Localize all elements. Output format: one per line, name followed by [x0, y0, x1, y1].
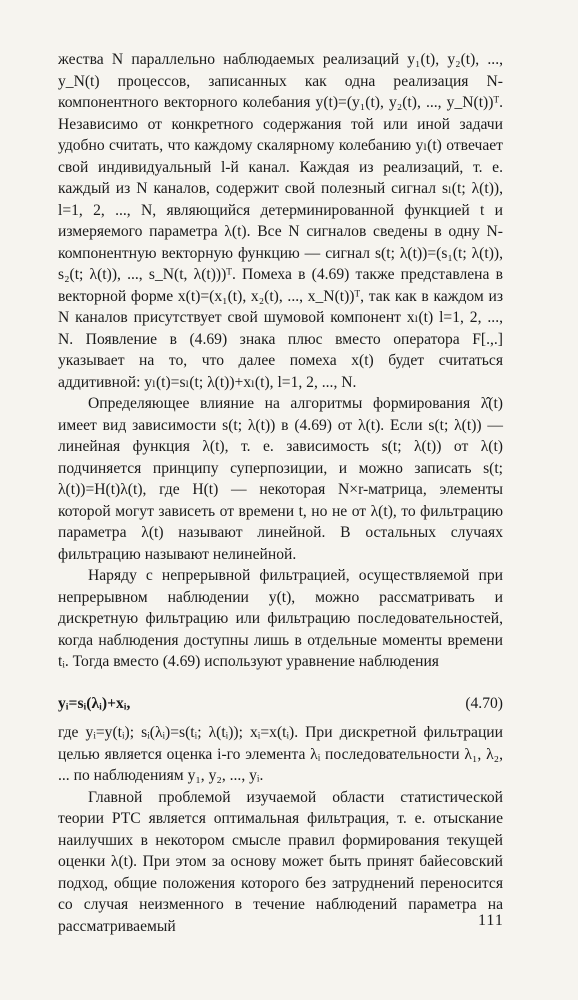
paragraph-3: Наряду с непрерывной фильтрацией, осуществляемой при непрерывном наблюдении y(t), можно рассматривать и дискретную фильтрацию или фильтрацию последовательностей, когда наблюдения доступны лишь в отдельные моменты времени tᵢ. Тогда вместо (4.69) используют уравнение наблюдения	[58, 567, 503, 670]
equation-4-70	[58, 693, 503, 715]
paragraph-1: жества N параллельно наблюдаемых реализаций y₁(t), y₂(t), ..., y_N(t) процессов, записанных как одна реализация N-компонентного векторного колебания y(t)=(y₁(t), y₂(t), ..., y_N(t))ᵀ. Независимо от конкретного содержания той или иной задачи удобно считать, что каждому скалярному колебанию yₗ(t) отвечает свой индивидуальный l-й канал. Каждая из реализаций, т. е. каждый из N каналов, содержит свой полезный сигнал sₗ(t; λ(t)), l=1, 2, ..., N, являющийся детерминированной функцией t и измеряемого параметра λ(t). Все N сигналов сведены в одну N-компонентную векторную функцию — сигнал s(t; λ(t))=(s₁(t; λ(t)), s₂(t; λ(t)), ..., s_N(t, λ(t)))ᵀ. Помеха в (4.69) также представлена в векторной форме x(t)=(x₁(t), x₂(t), ..., x_N(t))ᵀ, так как в каждом из N каналов присутствует свой шумовой компонент xₗ(t) l=1, 2, ..., N. Появление в (4.69) знака плюс вместо оператора F[.,.] указывает на то, что далее помеха x(t) будет считаться аддитивной: yₗ(t)=sₗ(t; λ(t))+xₗ(t), l=1, 2, ..., N.	[58, 51, 503, 391]
paragraph-5: Главной проблемой изучаемой области статистической теории РТС является оптимальная фильтрация, т. е. отыскание наилучших в некотором смысле правил формирования текущей оценки λ(t). При этом за основу может быть принят байесовский подход, общие положения которого без затруднений переносится со случая неизменного в течение наблюдений параметра на рассматриваемый	[58, 788, 503, 935]
paragraph-4: где yᵢ=y(tᵢ); sᵢ(λᵢ)=s(tᵢ; λ(tᵢ)); xᵢ=x(tᵢ). При дискретной фильтрации целью является оценка i-го элемента λᵢ последовательности λ₁, λ₂, ... по наблюдениям y₁, y₂, ..., yᵢ.	[58, 724, 503, 784]
body-text	[58, 49, 503, 937]
equation-number: (4.70)	[465, 694, 503, 712]
equation-formula: yᵢ=sᵢ(λᵢ)+xᵢ,	[58, 694, 131, 712]
paragraph-2: Определяющее влияние на алгоритмы формирования λ̂(t) имеет вид зависимости s(t; λ(t)) в (4.69) от λ(t). Если s(t; λ(t)) — линейная функция λ(t), т. е. зависимость s(t; λ(t)) от λ(t) подчиняется принципу суперпозиции, и можно записать s(t; λ(t))=H(t)λ(t), где H(t) — некоторая N×r-матрица, элементы которой могут зависеть от времени t, но не от λ(t), то фильтрацию параметра λ(t) называют линейной. В остальных случаях фильтрацию называют нелинейной.	[58, 395, 503, 563]
page-number: 111	[478, 912, 504, 929]
